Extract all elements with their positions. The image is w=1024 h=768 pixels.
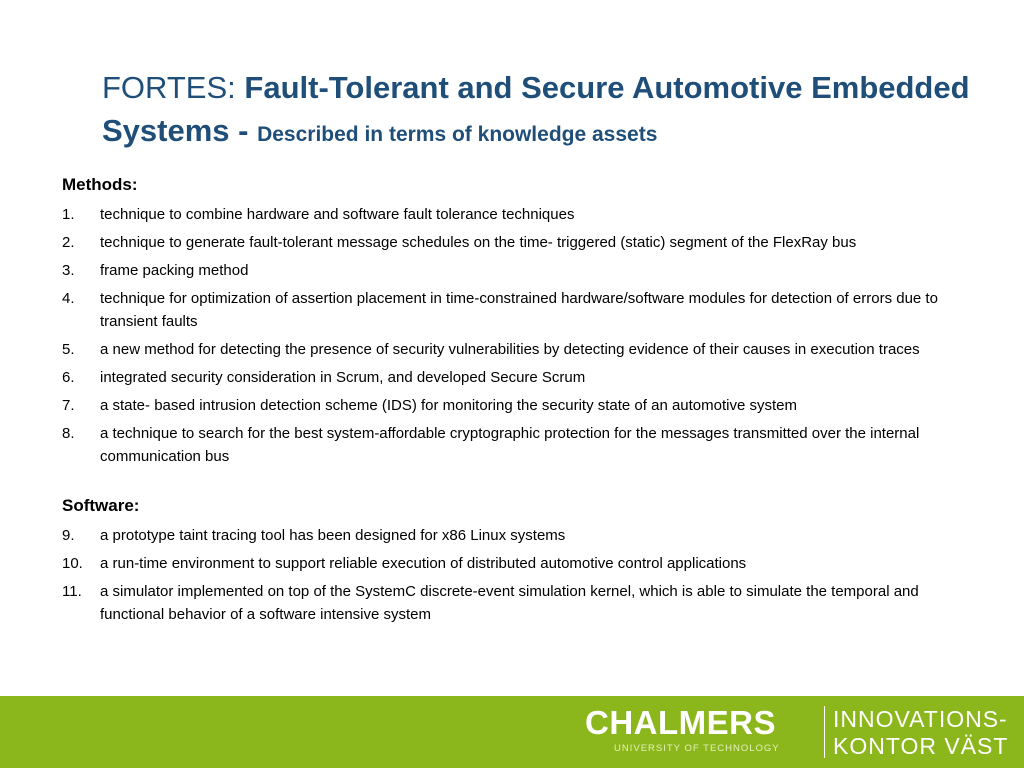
footer-divider xyxy=(824,706,825,758)
list-item-text: a state- based intrusion detection scheme (IDS) for monitoring the security state of an automotive system xyxy=(100,397,797,414)
list-item-number: 1. xyxy=(62,206,75,223)
list-item-text: technique to combine hardware and software fault tolerance techniques xyxy=(100,206,575,223)
list-item-number: 2. xyxy=(62,234,75,251)
list-item-number: 9. xyxy=(62,527,75,544)
list-item xyxy=(62,422,972,468)
list-item-number: 4. xyxy=(62,290,75,307)
partner-line-1: INNOVATIONS- xyxy=(833,706,1008,732)
chalmers-logo: CHALMERS xyxy=(585,704,776,741)
list-item-text: technique to generate fault-tolerant message schedules on the time- triggered (static) segment of the FlexRay bus xyxy=(100,234,857,251)
list-item xyxy=(62,287,972,333)
list-item-number: 5. xyxy=(62,341,75,358)
list-item-number: 10. xyxy=(62,555,83,572)
list-item xyxy=(62,580,972,626)
list-item-number: 11. xyxy=(62,583,82,600)
list-item xyxy=(62,366,972,389)
list-item xyxy=(62,552,972,575)
list-item-number: 3. xyxy=(62,262,75,279)
list-item-number: 6. xyxy=(62,369,75,386)
title-prefix: FORTES: xyxy=(102,70,245,105)
list-item-text: a new method for detecting the presence of security vulnerabilities by detecting evidence of their causes in execution traces xyxy=(100,341,920,358)
list-item xyxy=(62,259,972,282)
innovationskontor-logo xyxy=(833,706,1008,760)
list-item-text: technique for optimization of assertion placement in time-constrained hardware/software modules for detection of errors due to transient faults xyxy=(100,290,938,330)
list-item xyxy=(62,338,972,361)
title-main: Fault-Tolerant and Secure Automotive Embedded Systems - xyxy=(102,70,970,148)
list-item-text: a simulator implemented on top of the SystemC discrete-event simulation kernel, which is able to simulate the temporal and functional behavior of a software intensive system xyxy=(100,583,919,623)
list-item-text: a prototype taint tracing tool has been designed for x86 Linux systems xyxy=(100,527,566,544)
slide-title xyxy=(102,66,982,156)
list-item xyxy=(62,394,972,417)
list-item-text: integrated security consideration in Scrum, and developed Secure Scrum xyxy=(100,369,586,386)
list-item-text: a run-time environment to support reliable execution of distributed automotive control applications xyxy=(100,555,747,572)
university-tagline: UNIVERSITY OF TECHNOLOGY xyxy=(614,743,780,754)
list-item-text: frame packing method xyxy=(100,262,249,279)
list-item-number: 8. xyxy=(62,425,75,442)
software-heading: Software: xyxy=(62,496,140,515)
footer-bar xyxy=(0,696,1024,768)
list-item xyxy=(62,203,972,226)
list-item xyxy=(62,524,972,547)
list-item-number: 7. xyxy=(62,397,75,414)
title-subtitle: Described in terms of knowledge assets xyxy=(257,123,658,146)
slide-content xyxy=(62,173,972,631)
methods-heading: Methods: xyxy=(62,175,138,194)
partner-line-2: KONTOR VÄST xyxy=(833,733,1009,759)
list-item-text: a technique to search for the best system-affordable cryptographic protection for the messages transmitted over the internal communication bus xyxy=(100,425,920,465)
list-item xyxy=(62,231,972,254)
